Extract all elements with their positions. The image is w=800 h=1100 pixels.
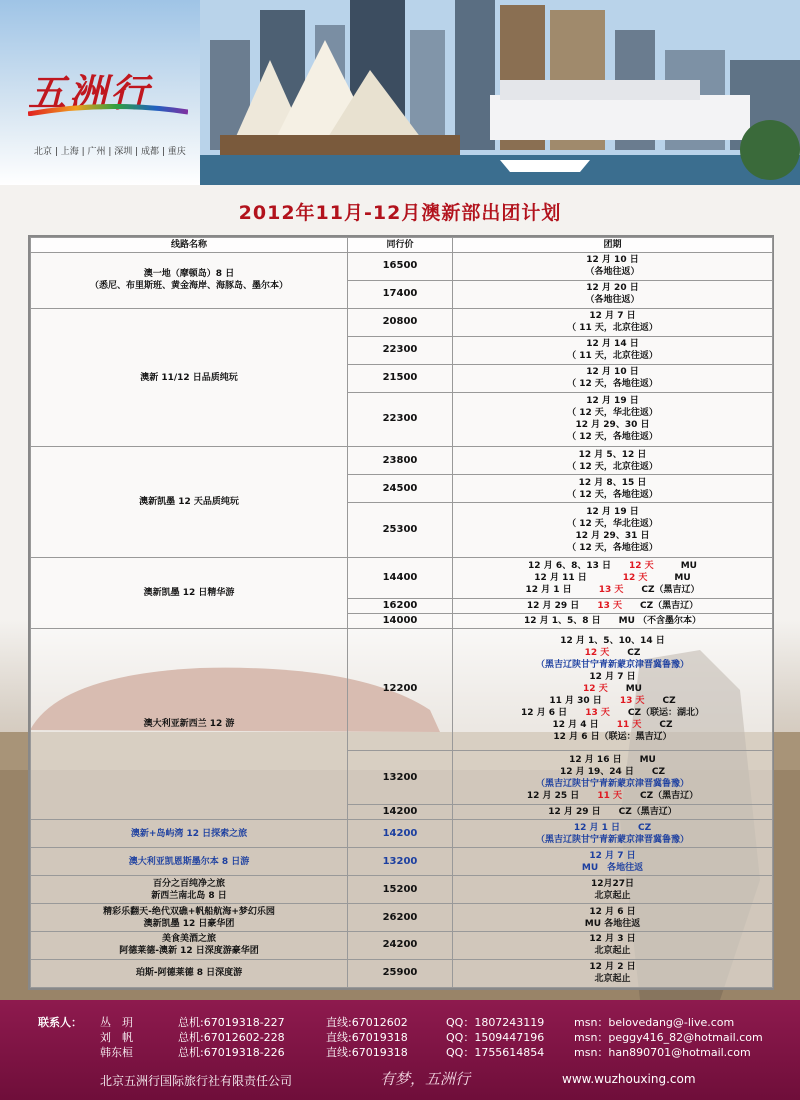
date-line: （黑吉辽陕甘宁青新蒙京津晋冀鲁豫）	[535, 660, 689, 671]
date-line: （黑吉辽陕甘宁青新蒙京津晋冀鲁豫）	[535, 834, 689, 845]
route-name	[31, 848, 348, 876]
dates-cell	[453, 364, 773, 392]
header-route: 线路名称	[31, 238, 348, 253]
price-cell: 25900	[348, 959, 453, 987]
date-line: 12 月 19、24 日 CZ	[559, 766, 666, 777]
date-line: 12 月 1 日 13 天 CZ（黑吉辽）	[525, 584, 700, 595]
price-cell: 13200	[348, 750, 453, 805]
date-line: 12 月 16 日 MU	[569, 754, 656, 765]
table-row	[31, 876, 773, 904]
date-line: （ 12 天，华北往返）	[567, 408, 658, 419]
date-line: 12 月 8、15 日	[578, 477, 647, 488]
date-line: 12 月 19 日	[586, 506, 639, 517]
dates-cell	[453, 253, 773, 281]
contact-name: 刘 帆	[100, 1031, 133, 1044]
table-header-row	[31, 238, 773, 253]
price-cell: 14400	[348, 557, 453, 598]
route-name	[31, 876, 348, 904]
route-name-line: 美食美酒之旅	[161, 934, 216, 945]
header-dates: 团期	[453, 238, 773, 253]
date-line: 12 月 6、8、13 日 12 天 MU	[528, 560, 697, 571]
date-line: 12 月 6 日	[589, 906, 636, 917]
route-name-line: 澳大利亚凯恩斯墨尔本 8 日游	[128, 856, 250, 867]
contact-msn[interactable]: msn：belovedang@-live.com	[574, 1016, 735, 1029]
price-cell: 14200	[348, 805, 453, 820]
date-line: 北京起止	[594, 890, 631, 901]
tour-schedule-table	[28, 235, 774, 990]
date-line: 12 月 2 日	[589, 962, 636, 973]
date-line: 北京起止	[594, 946, 631, 957]
contact-main: 总机:67019318-227	[178, 1016, 285, 1029]
price-cell: 17400	[348, 280, 453, 308]
price-cell: 24200	[348, 932, 453, 960]
price-cell: 13200	[348, 848, 453, 876]
brand-cities: 北京 | 上海 | 广州 | 深圳 | 成都 | 重庆	[34, 147, 186, 157]
date-line: （各地往返）	[585, 267, 640, 278]
contact-direct: 直线:67012602	[326, 1016, 408, 1029]
date-line: 12 天 MU	[583, 684, 642, 695]
logo-text: 五洲行	[28, 70, 152, 115]
date-line: （ 12 天，各地往返）	[567, 489, 658, 500]
route-name-line: 澳新凯墨 12 日豪华团	[143, 918, 235, 929]
date-line: 11 月 30 日 13 天 CZ	[549, 696, 676, 707]
table-row	[31, 557, 773, 598]
dates-cell	[453, 959, 773, 987]
header-price: 同行价	[348, 238, 453, 253]
route-name-line: 澳新 11/12 日品质纯玩	[140, 372, 238, 383]
date-line: 12 月 1 日 CZ	[573, 822, 652, 833]
route-name	[31, 904, 348, 932]
dates-cell	[453, 820, 773, 848]
route-name-line: 阿德莱德-澳新 12 日深度游豪华团	[119, 946, 259, 957]
dates-cell	[453, 750, 773, 805]
dates-cell	[453, 876, 773, 904]
date-line: 12 天 CZ	[584, 648, 641, 659]
brand-logo	[28, 62, 151, 117]
date-line: 12 月 20 日	[586, 283, 639, 294]
dates-cell	[453, 848, 773, 876]
dates-cell	[453, 557, 773, 598]
page-title: 2012年11月-12月澳新部出团计划	[238, 202, 562, 224]
route-name-line: 澳一地（摩顿岛）8 日	[143, 269, 235, 280]
price-cell: 26200	[348, 904, 453, 932]
sydney-skyline-image	[200, 0, 800, 185]
date-line: 12 月 7 日	[589, 672, 636, 683]
date-line: 12 月 10 日	[586, 255, 639, 266]
date-line: （各地往返）	[585, 295, 640, 306]
route-name	[31, 820, 348, 848]
date-line: 12 月 4 日 11 天 CZ	[552, 720, 673, 731]
dates-cell	[453, 904, 773, 932]
price-cell: 21500	[348, 364, 453, 392]
contact-msn[interactable]: msn：han890701@hotmail.com	[574, 1046, 751, 1059]
table-row	[31, 932, 773, 960]
table-row	[31, 848, 773, 876]
date-line: 12 月 29 日 13 天 CZ（黑吉辽）	[526, 601, 699, 612]
price-cell: 12200	[348, 629, 453, 751]
route-name-line: 澳新凯墨 12 日精华游	[143, 587, 235, 598]
table-row	[31, 447, 773, 475]
date-line: （ 11 天，北京往返）	[567, 351, 658, 362]
date-line: 12 月 29、30 日	[575, 420, 650, 431]
date-line: （ 12 天，各地往返）	[567, 379, 658, 390]
route-name-line: 精彩乐翻天-绝代双礁+帆船航海+梦幻乐园	[103, 906, 275, 917]
contact-qq: QQ：1509447196	[446, 1031, 545, 1044]
route-name	[31, 932, 348, 960]
contact-qq: QQ：1755614854	[446, 1046, 545, 1059]
date-line: 12 月 6 日（联运：黑吉辽）	[553, 732, 672, 743]
route-name-line: （悉尼、布里斯班、黄金海岸、海豚岛、墨尔本）	[89, 281, 288, 292]
date-line: 12 月 7 日	[589, 311, 636, 322]
price-cell: 23800	[348, 447, 453, 475]
date-line: 12 月 7 日	[589, 850, 636, 861]
contact-row	[38, 1014, 778, 1029]
date-line: 12 月 5、12 日	[578, 449, 647, 460]
table-row	[31, 959, 773, 987]
date-line: 12 月 6 日 13 天 CZ（联运：湖北）	[521, 708, 704, 719]
date-line: 12 月 29、31 日	[575, 530, 650, 541]
contact-main: 总机:67019318-226	[178, 1046, 285, 1059]
price-cell: 22300	[348, 392, 453, 447]
footer	[0, 1000, 800, 1100]
date-line: （ 12 天，北京往返）	[567, 461, 658, 472]
date-line: （ 12 天，各地往返）	[567, 542, 658, 553]
date-line: 12 月 1、5、10、14 日	[560, 636, 665, 647]
route-name-line: 新西兰南北岛 8 日	[151, 890, 227, 901]
website-link[interactable]: www.wuzhouxing.com	[562, 1072, 696, 1086]
table-row	[31, 820, 773, 848]
table-row	[31, 253, 773, 281]
route-name-line: 澳新凯墨 12 天品质纯玩	[139, 497, 239, 508]
price-cell: 16200	[348, 599, 453, 614]
contact-msn[interactable]: msn：peggy416_82@hotmail.com	[574, 1031, 763, 1044]
date-line: （ 12 天，各地往返）	[567, 432, 658, 443]
price-cell: 16500	[348, 253, 453, 281]
date-line: 12 月 1、5、8 日 MU （不含墨尔本）	[523, 616, 702, 627]
price-cell: 24500	[348, 475, 453, 503]
dates-cell	[453, 805, 773, 820]
dates-cell	[453, 280, 773, 308]
date-line: MU 各地往返	[581, 862, 644, 873]
dates-cell	[453, 614, 773, 629]
company-name: 北京五洲行国际旅行社有限责任公司	[100, 1074, 293, 1088]
price-cell: 25300	[348, 503, 453, 558]
dates-cell	[453, 599, 773, 614]
dates-cell	[453, 475, 773, 503]
dates-cell	[453, 392, 773, 447]
route-name	[31, 447, 348, 558]
dates-cell	[453, 308, 773, 336]
contact-row	[38, 1044, 778, 1059]
price-cell: 20800	[348, 308, 453, 336]
contact-name: 韩东桓	[100, 1046, 133, 1059]
contact-direct: 直线:67019318	[326, 1046, 408, 1059]
dates-cell	[453, 503, 773, 558]
contacts-label: 联系人：	[38, 1016, 82, 1029]
date-line: （ 12 天，华北往返）	[567, 518, 658, 529]
date-line: 12 月 14 日	[586, 339, 639, 350]
price-cell: 14200	[348, 820, 453, 848]
date-line: 12 月 11 日 12 天 MU	[534, 572, 691, 583]
route-name-line: 珀斯-阿德莱德 8 日深度游	[135, 968, 243, 979]
price-cell: 22300	[348, 336, 453, 364]
date-line: （ 11 天，北京往返）	[567, 323, 658, 334]
contact-direct: 直线:67019318	[326, 1031, 408, 1044]
dates-cell	[453, 629, 773, 751]
contact-qq: QQ：1807243119	[446, 1016, 545, 1029]
contact-row	[38, 1029, 778, 1044]
table-row	[31, 904, 773, 932]
rainbow-swoosh-icon	[28, 104, 188, 116]
date-line: 12 月 3 日	[589, 934, 636, 945]
dates-cell	[453, 336, 773, 364]
table-row	[31, 308, 773, 336]
date-line: 12 月 10 日	[586, 367, 639, 378]
route-name-line: 澳大利亚新西兰 12 游	[143, 719, 235, 730]
route-name-line: 澳新+岛屿湾 12 日探索之旅	[130, 828, 248, 839]
dates-cell	[453, 932, 773, 960]
route-name	[31, 959, 348, 987]
date-line: 12 月 25 日 11 天 CZ（黑吉辽）	[526, 790, 699, 801]
date-line: MU 各地往返	[584, 918, 641, 929]
route-name	[31, 253, 348, 309]
slogan: 有梦，五洲行	[380, 1070, 471, 1088]
route-name	[31, 557, 348, 628]
date-line: 北京起止	[594, 974, 631, 985]
contact-main: 总机:67012602-228	[178, 1031, 285, 1044]
contacts-block	[38, 1014, 778, 1059]
dates-cell	[453, 447, 773, 475]
header-banner	[0, 0, 800, 185]
route-name-line: 百分之百纯净之旅	[152, 878, 225, 889]
route-name	[31, 308, 348, 446]
date-line: （黑吉辽陕甘宁青新蒙京津晋冀鲁豫）	[535, 778, 689, 789]
route-name	[31, 629, 348, 820]
table-row	[31, 629, 773, 751]
date-line: 12月27日	[590, 878, 635, 889]
contact-name: 丛 玥	[100, 1016, 133, 1029]
date-line: 12 月 29 日 CZ（黑吉辽）	[548, 807, 677, 818]
date-line: 12 月 19 日	[586, 396, 639, 407]
price-cell: 15200	[348, 876, 453, 904]
price-cell: 14000	[348, 614, 453, 629]
